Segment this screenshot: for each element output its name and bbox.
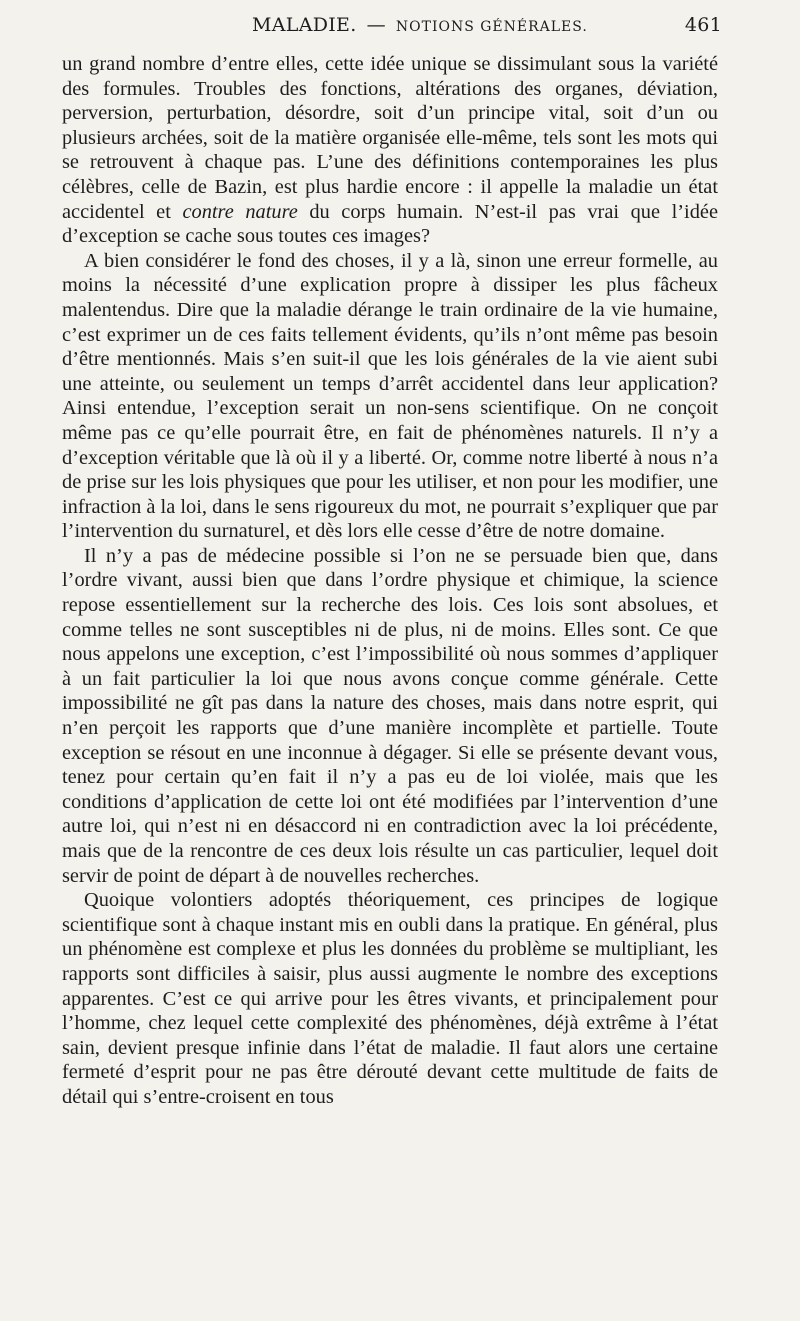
paragraph-1	[62, 52, 718, 249]
page-number: 461	[684, 14, 722, 36]
paragraph-3: Il n’y a pas de médecine possible si l’on ne se persuade bien que, dans l’ordre vivant, aussi bien que dans l’ordre physique et chimique, la science repose essentiellement sur la recherche des lois. Ces lois sont absolues, et comme telles ne sont susceptibles ni de plus, ni de moins. Elles sont. Ce que nous appelons une exception, c’est l’impossibilité où nous sommes d’appliquer à un fait particulier la loi que nous avons conçue comme générale. Cette impossibilité ne gît pas dans la nature des choses, mais dans notre esprit, qui n’en perçoit les rapports que d’une manière incomplète et partielle. Toute exception se résout en une inconnue à dégager. Si elle se présente devant vous, tenez pour certain qu’en fait il n’y a pas eu de loi violée, mais que les conditions d’application de cette loi ont été modifiées par l’intervention d’une autre loi, qui n’est ni en désaccord ni en contradiction avec la loi précédente, mais que de la rencontre de ces deux lois résulte un cas particulier, lequel doit servir de point de départ à de nouvelles recherches.	[62, 544, 718, 887]
paragraph-4: Quoique volontiers adoptés théoriquement, ces principes de logique scientifique sont à chaque instant mis en oubli dans la pratique. En général, plus un phénomène est complexe et plus les données du problème se multipliant, les rapports sont difficiles à saisir, plus aussi augmente le nombre des exceptions apparentes. C’est ce qui arrive pour les êtres vivants, et principalement pour l’homme, chez lequel cette complexité des phénomènes, déjà extrême à l’état sain, devient presque infinie dans l’état de maladie. Il faut alors une certaine fermeté d’esprit pour ne pas être dérouté devant cette multitude de faits de détail qui s’entre-croisent en tous	[62, 889, 718, 1108]
paragraph-2: A bien considérer le fond des choses, il y a là, sinon une erreur formelle, au moins la nécessité d’une explication propre à dissiper les plus fâcheux malentendus. Dire que la maladie dérange le train ordinaire de la vie humaine, c’est exprimer un de ces faits tellement évidents, qu’ils n’ont même pas besoin d’être mentionnés. Mais s’en suit-il que les lois générales de la vie aient subi une atteinte, ou seulement un temps d’arrêt accidentel dans leur application? Ainsi entendue, l’exception serait un non-sens scientifique. On ne conçoit même pas ce qu’elle pourrait être, en fait de phénomènes naturels. Il n’y a d’exception véritable que là où il y a liberté. Or, comme notre liberté à nous n’a de prise sur les lois physiques que pour les utiliser, et non pour les modifier, une infraction à la loi, dans le sens rigoureux du mot, ne pourrait s’expliquer que par l’intervention du surnaturel, et dès lors elle cesse d’être de notre domaine.	[62, 249, 718, 543]
body-text	[62, 52, 718, 1110]
paragraph-1-text: un grand nombre d’entre elles, cette idée unique se dissimulant sous la variété des formules. Troubles des fonctions, altérations des organes, déviation, perversion, perturbation, désordre, soit d’un principe vital, soit d’un ou plusieurs archées, soit de la matière organisée elle-même, tels sont les mots qui se retrouvent à chaque pas. L’une des définitions contemporaines les plus célèbres, celle de Bazin, est plus hardie encore : il appelle la maladie un état accidentel et	[62, 53, 718, 223]
running-title	[252, 14, 588, 36]
section-subtitle: NOTIONS GÉNÉRALES.	[395, 19, 588, 35]
paragraph-1-end: du corps humain. N’est-il pas vrai que l’idée d’exception se cache sous toutes ces images?	[62, 200, 718, 248]
emphasis-contre-nature: contre nature	[182, 200, 298, 223]
title-separator: —	[366, 14, 386, 36]
running-header	[62, 14, 722, 42]
chapter-title: MALADIE.	[252, 14, 357, 36]
